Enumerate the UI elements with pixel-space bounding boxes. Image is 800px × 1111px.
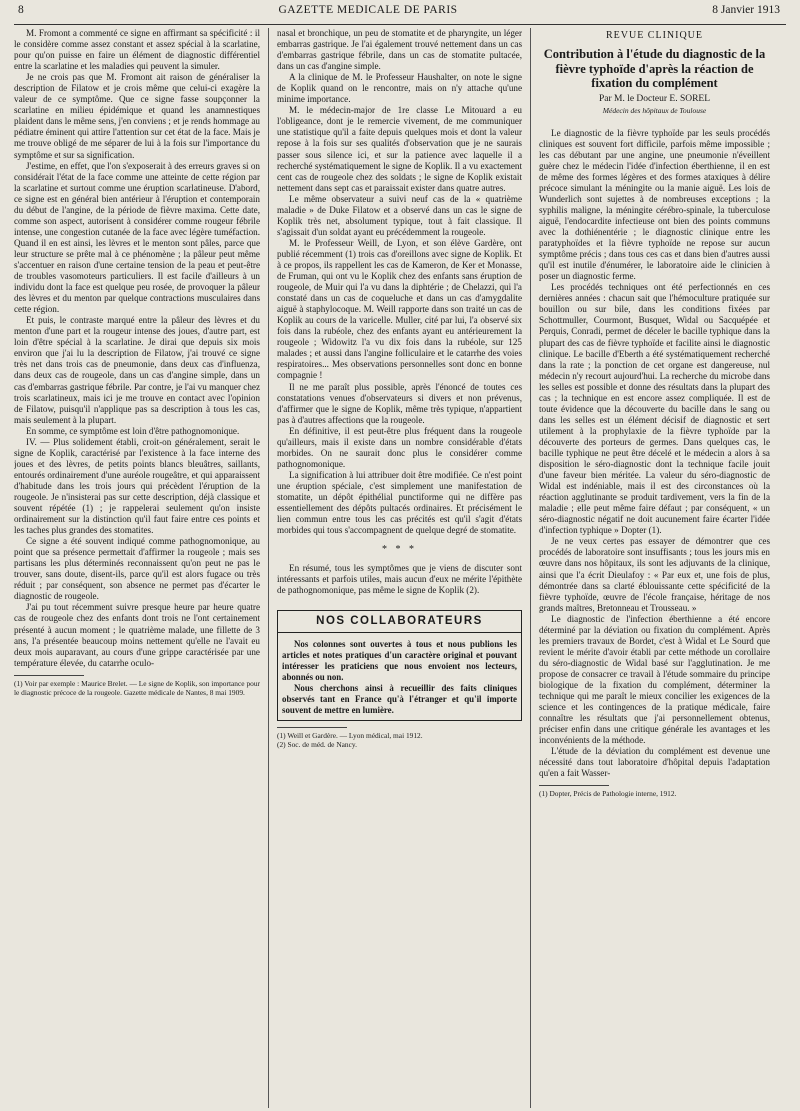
box-paragraph: Nous cherchons ainsi à recueillir des faits cliniques observés tant en France qu'à l'étranger et qu'il importe souvent de mettre en lumière. (282, 683, 517, 716)
paragraph: M. le Professeur Weill, de Lyon, et son élève Gardère, ont publié récemment (1) trois cas d'oreillons avec signe de Koplik. Et à ce propos, ils rappellent les cas de Kameron, de Ker et Monasse, de Fruman, qui ont vu le Koplik chez des enfants sans éruption de rougeole, de Muir qui l'a vu dans la diphtérie ; de Chelazzi, qui l'a constaté dans un cas de coqueluche et dans un cas d'amygdalite aiguë à staphylocoque. M. Weill rapporte dans son traité un cas de Koplik au cours de la varicelle. Muller, cité par lui, l'a observé six fois dans la rubéole, chez des enfants ayant eu antérieurement la rougeole ; Widowitz l'a vu dix fois dans la rubéole, sur 125 malades ; et aussi dans l'angine folliculaire et le catarrhe des voies respiratoires... Mes observations personnelles sont donc en bonne compagnie ! (277, 237, 522, 381)
footnote: (1) Dopter, Précis de Pathologie interne, 1912. (539, 789, 677, 799)
footnote: (1) Voir par exemple : Maurice Brelet. — Le signe de Koplik, son importance pour le diagnostic précoce de la rougeole. Gazette médicale de Nantes, 8 mai 1909. (14, 678, 260, 697)
author-affiliation: Médecin des hôpitaux de Toulouse (602, 105, 707, 115)
footnote-rule (277, 727, 347, 728)
paragraph: IV. — Plus solidement établi, croit-on généralement, serait le signe de Koplik, caractérisé par l'existence à la face interne des joues et des lèvres, de petits points blancs bleuâtres, saillants, entourés ordinairement d'une auréole rougeâtre, et qui apparaissent d'habitude dans les trois jours qui précèdent l'éruption de la rougeole. Je n'insisterai pas sur cette description, déjà classique et souvent répétée (1) ; je rappelerai seulement qu'on insiste ordinairement sur la distinction qu'il faut faire entre ces points et les taches plus grandes des stomatites. (14, 436, 260, 536)
footnote-rule (14, 675, 84, 676)
paragraph: Le même observateur a suivi neuf cas de la « quatrième maladie » de Duke Filatow et a observé dans un cas le signe de Koplik très net, absolument typique, tout à fait classique. Il s'agissait d'un soldat ayant eu précédemment la rougeole. (277, 193, 522, 237)
footnote: (2) Soc. de méd. de Nancy. (277, 740, 357, 750)
paragraph: J'ai pu tout récemment suivre presque heure par heure quatre cas de rougeole chez des enfants dont trois ne l'ont certainement présenté à aucun moment ; le quatrième malade, une fillette de 3 ans, l'a présentée beaucoup moins nettement qu'elle ne l'avait eu deux mois auparavant, au cours d'une grippe caractérisée par une température élevée, du catarrhe oculo- (14, 602, 260, 668)
paragraph: En définitive, il est peut-être plus fréquent dans la rougeole qu'ailleurs, mais il existe dans un nombre considérable d'états morbides. On ne saurait donc plus le considérer comme pathognomonique. (277, 425, 522, 469)
paragraph: En résumé, tous les symptômes que je viens de discuter sont intéressants et parfois utiles, mais aucun d'eux ne mérite l'épithète de pathognomonique, pas même le signe de Koplik (2). (277, 563, 522, 596)
paragraph: nasal et bronchique, un peu de stomatite et de pharyngite, un léger embarras gastrique. Je l'ai également trouvé nettement dans un cas d'embarras gastrique fébrile, dans un cas de stomatite pultacée, dans un cas d'angine simple. (277, 28, 522, 72)
section-separator: * * * (382, 544, 417, 556)
article-byline: Par M. le Docteur E. SOREL (598, 93, 711, 104)
paragraph: Le diagnostic de la fièvre typhoïde par les seuls procédés cliniques est souvent fort difficile, parfois même impossible ; les cas débutant par une angine, une pneumonie n'éveillent guère chez le médecin l'idée d'infection éberthienne, il en est de même des formes légères et des formes ataxiques à délire précoce simulant la méningite ou la manie aiguë. Les lois de Wunderlich sont sujettes à de nombreuses exceptions ; la syphilis maligne, la méningite cérébro-spinale, la tuberculose aiguë, l'endocardite infectieuse ont bien des points communs avec la dothiénentérie ; le diagnostic clinique entre les paratyphoïdes et la fièvre typhoïde ne repose sur aucun symptôme précis ; dans tous ces cas et dans bien d'autres aussi qu'il est inutile d'énumérer, le laboratoire aide le clinicien à poser un diagnostic ferme. (539, 127, 770, 282)
article-title: Contribution à l'étude du diagnostic de la fièvre typhoïde d'après la réaction de fixation du complément (543, 47, 766, 91)
paragraph: Et puis, le contraste marqué entre la pâleur des lèvres et du menton d'une part et la rougeur intense des joues, d'autre part, est loin d'être spécial à la scarlatine. Je dirai que depuis six mois environ que j'ai lu la description de Filatow, j'ai trouvé ce signe très net dans trois cas de pneumonie, dans deux cas d'influenza, dans deux cas de rougeole, dans un cas d'angine simple, dans un cas d'embarras gastrique fébrile. Par contre, je l'ai vu manquer chez trois scarlatineux, mais ici je me trouve en contact avec l'opinion de Filatow, puisqu'il n'applique pas sa description à tous les cas, mais seulement à la plupart. (14, 315, 261, 425)
section-label: REVUE CLINIQUE (605, 30, 704, 41)
paragraph: L'étude de la déviation du complément est devenue une nécessité dans tout laboratoire d'hôpital depuis l'adaptation qu'en a fait Wasser- (539, 746, 770, 779)
journal-name: GAZETTE MEDICALE DE PARIS (278, 4, 458, 16)
footnote: (1) Weill et Gardère. — Lyon médical, mai 1912. (277, 731, 423, 741)
paragraph: A la clinique de M. le Professeur Haushalter, on note le signe de Koplik quand on le rencontre, mais on n'y attache qu'une minime importance. (277, 72, 522, 105)
issue-date: 8 Janvier 1913 (712, 4, 780, 16)
column-right (531, 28, 770, 1108)
paragraph: Le diagnostic de l'infection éberthienne a été encore déterminé par la déviation ou fixation du complément. Après les premiers travaux de Bordet, c'est à Widal et Le Sourd que revient le mérite d'avoir établi par cette méthode un corollaire du séro-diagnostic de Widal basé sur l'agglutination. Je me propose de consacrer ce travail à l'étude sommaire du principe biologique de la fixation du complément, déterminer la technique qui me paraît le mieux concilier les exigences de la science et les contingences de la pratique médicale, faire connaître les résultats que j'ai personnellement obtenus, préciser enfin dans une critique générale les avantages et les inconvénients de la méthode. (539, 613, 770, 746)
paragraph: M. Fromont a commenté ce signe en affirmant sa spécificité : il le considère comme assez constant et assez spécial à la scarlatine, pour qu'on puisse en faire un élément de diagnostic différentiel entre la scarlatine et les maladies qui peuvent la simuler. (14, 28, 260, 72)
paragraph: Je ne crois pas que M. Fromont ait raison de généraliser la description de Filatow et je crois même que celui-ci exagère la valeur de ce symptôme. Que ce signe fasse soupçonner la scarlatine en milieu épidémique et quand les anamnestiques plaident dans le même sens, j'en conviens ; et je rends hommage au pédiatre éminent qui attire l'attention sur cet état de la face. Mais je me trouve obligé de me séparer de lui à la fois sur l'importance du symptôme et sur sa signification. (14, 72, 260, 160)
paragraph: J'estime, en effet, que l'on s'exposerait à des erreurs graves si on considérait l'état de la face comme une atteinte de cette région par la scarlatine et surtout comme une éruption scarlatineuse. D'abord, ce signe est en général bien antérieur à l'éruption et contemporain du début de l'angine, de la période de fièvre maxima. Cette date, comme son aspect, autorisent à considérer comme rougeur fébrile intense, une congestion cutanée de la face avec légère tuméfaction. Quand il en est ainsi, les lèvres et le menton sont pâles, parce que leur structure se prête mal à ce phénomène ; la pâleur peut même s'accentuer en raison d'une certaine tension de la peau et peut-être de troubles vasomoteurs particuliers. Il est facile d'ailleurs à un individu dont la face est quelque peu rosée, de provoquer la pâleur des lèvres et du menton par quelque contractions musculaires dans cette région. (14, 160, 260, 315)
paragraph: Il ne me paraît plus possible, après l'énoncé de toutes ces constatations venues d'observateurs si divers et non prévenus, d'affirmer que le signe de Koplik, même très typique, n'appartient pas à d'autres affections que la rougeole. (277, 381, 522, 425)
column-left (14, 28, 269, 1108)
paragraph: Les procédés techniques ont été perfectionnés en ces dernières années : chacun sait que l'hémoculture pratiquée sur bouillon ou sur bile, dans les conditions fixées par Schottmuller, Courmont, Busquet, Widal ou Sacquépée et Perquis, Conradi, permet de déceler le bacille typhique dans la plupart des cas de fièvre typhoïde et facilite ainsi le diagnostic clinique. Le bacille d'Eberth a été systématiquement recherché dans la rate ; la ponction de cet organe est dangereuse, nul médecin n'y recourt aujourd'hui. La recherche du microbe dans les selles est possible et donne des résultats dans la plupart des cas ; la technique en est encore assez compliquée. Il est de toute évidence que la découverte du bacille dans le sang ou dans les selles est un élément décisif de diagnostic et sert utilement à la prophylaxie de la fièvre typhoïde par la découverte des porteurs de germes. Dans quelques cas, le bacille typhique ne peut être décelé et le médecin a alors à sa disposition le séro-diagnostic dont la technique facile jouit d'une faveur bien méritée. La valeur du séro-diagnostic de Widal est indéniable, mais il est des circonstances où la réaction agglutinante se produit tardivement, vers la fin de la maladie ; elle peut même faire défaut ; par conséquent, « un séro-diagnostic négatif ne doit aucunement faire écarter l'idée d'infection typhique » Dopter (1). (539, 282, 770, 536)
collaborators-box (277, 610, 522, 721)
paragraph: En somme, ce symptôme est loin d'être pathognomonique. (26, 425, 240, 436)
page-number: 8 (18, 4, 24, 16)
column-middle (269, 28, 531, 1108)
paragraph: Ce signe a été souvent indiqué comme pathognomonique, au point que sa présence permettait d'affirmer la rougeole ; mais ses partisans les plus déterminés reconnaissent qu'on peut ne pas le trouver, sans doute, disent-ils, parce qu'il est alors fugace ou très réduit ; par conséquent, son absence ne permet pas d'écarter le diagnostic de rougeole. (14, 536, 260, 602)
paragraph: La signification à lui attribuer doit être modifiée. Ce n'est point une éruption spéciale, c'est simplement une manifestation de stomatite, un dépôt épithélial punctiforme qui ne diffère pas essentiellement des dépôts pultacés ordinaires. Et précisément le lien commun entre tous les cas précités est qu'il s'agit d'états morbides qui tous s'accompagnent de quelque degré de stomatite. (277, 469, 522, 536)
running-head (14, 4, 786, 25)
paragraph: Je ne veux certes pas essayer de démontrer que ces procédés de laboratoire sont insuffisants ; tous les jours mis en œuvre dans nos hôpitaux, ils sont les adjuvants de la clinique, ainsi que l'a écrit Dieulafoy : « Par eux et, une fois de plus, démontrée dans sa clarté éblouissante cette spécificité de la fièvre typhoïde, œuvre de l'école française, héritage de nos grands maîtres, Bretonneau et Trousseau. » (539, 536, 770, 613)
box-paragraph: Nos colonnes sont ouvertes à tous et nous publions les articles et notes pratiques d'un caractère original et pouvant intéresser les praticiens que nous envoient nos lecteurs, abonnés ou non. (282, 639, 517, 683)
footnote-rule (539, 785, 609, 786)
paragraph: M. le médecin-major de 1re classe Le Mitouard a eu l'obligeance, dont je le remercie vivement, de me communiquer une statistique qu'il a faite depuis quelques mois et dont la valeur repose à la fois sur ses qualités d'observation que je ne saurais passer sous silence ici, et sur la patience avec laquelle il a recherché systématiquement le signe de Koplik. Il a vu exactement cent cas de rougeole chez des soldats ; le signe de Koplik existait nettement dans sept cas et paraissait exister dans quatre autres. (277, 105, 522, 193)
box-title: NOS COLLABORATEURS (278, 611, 521, 633)
